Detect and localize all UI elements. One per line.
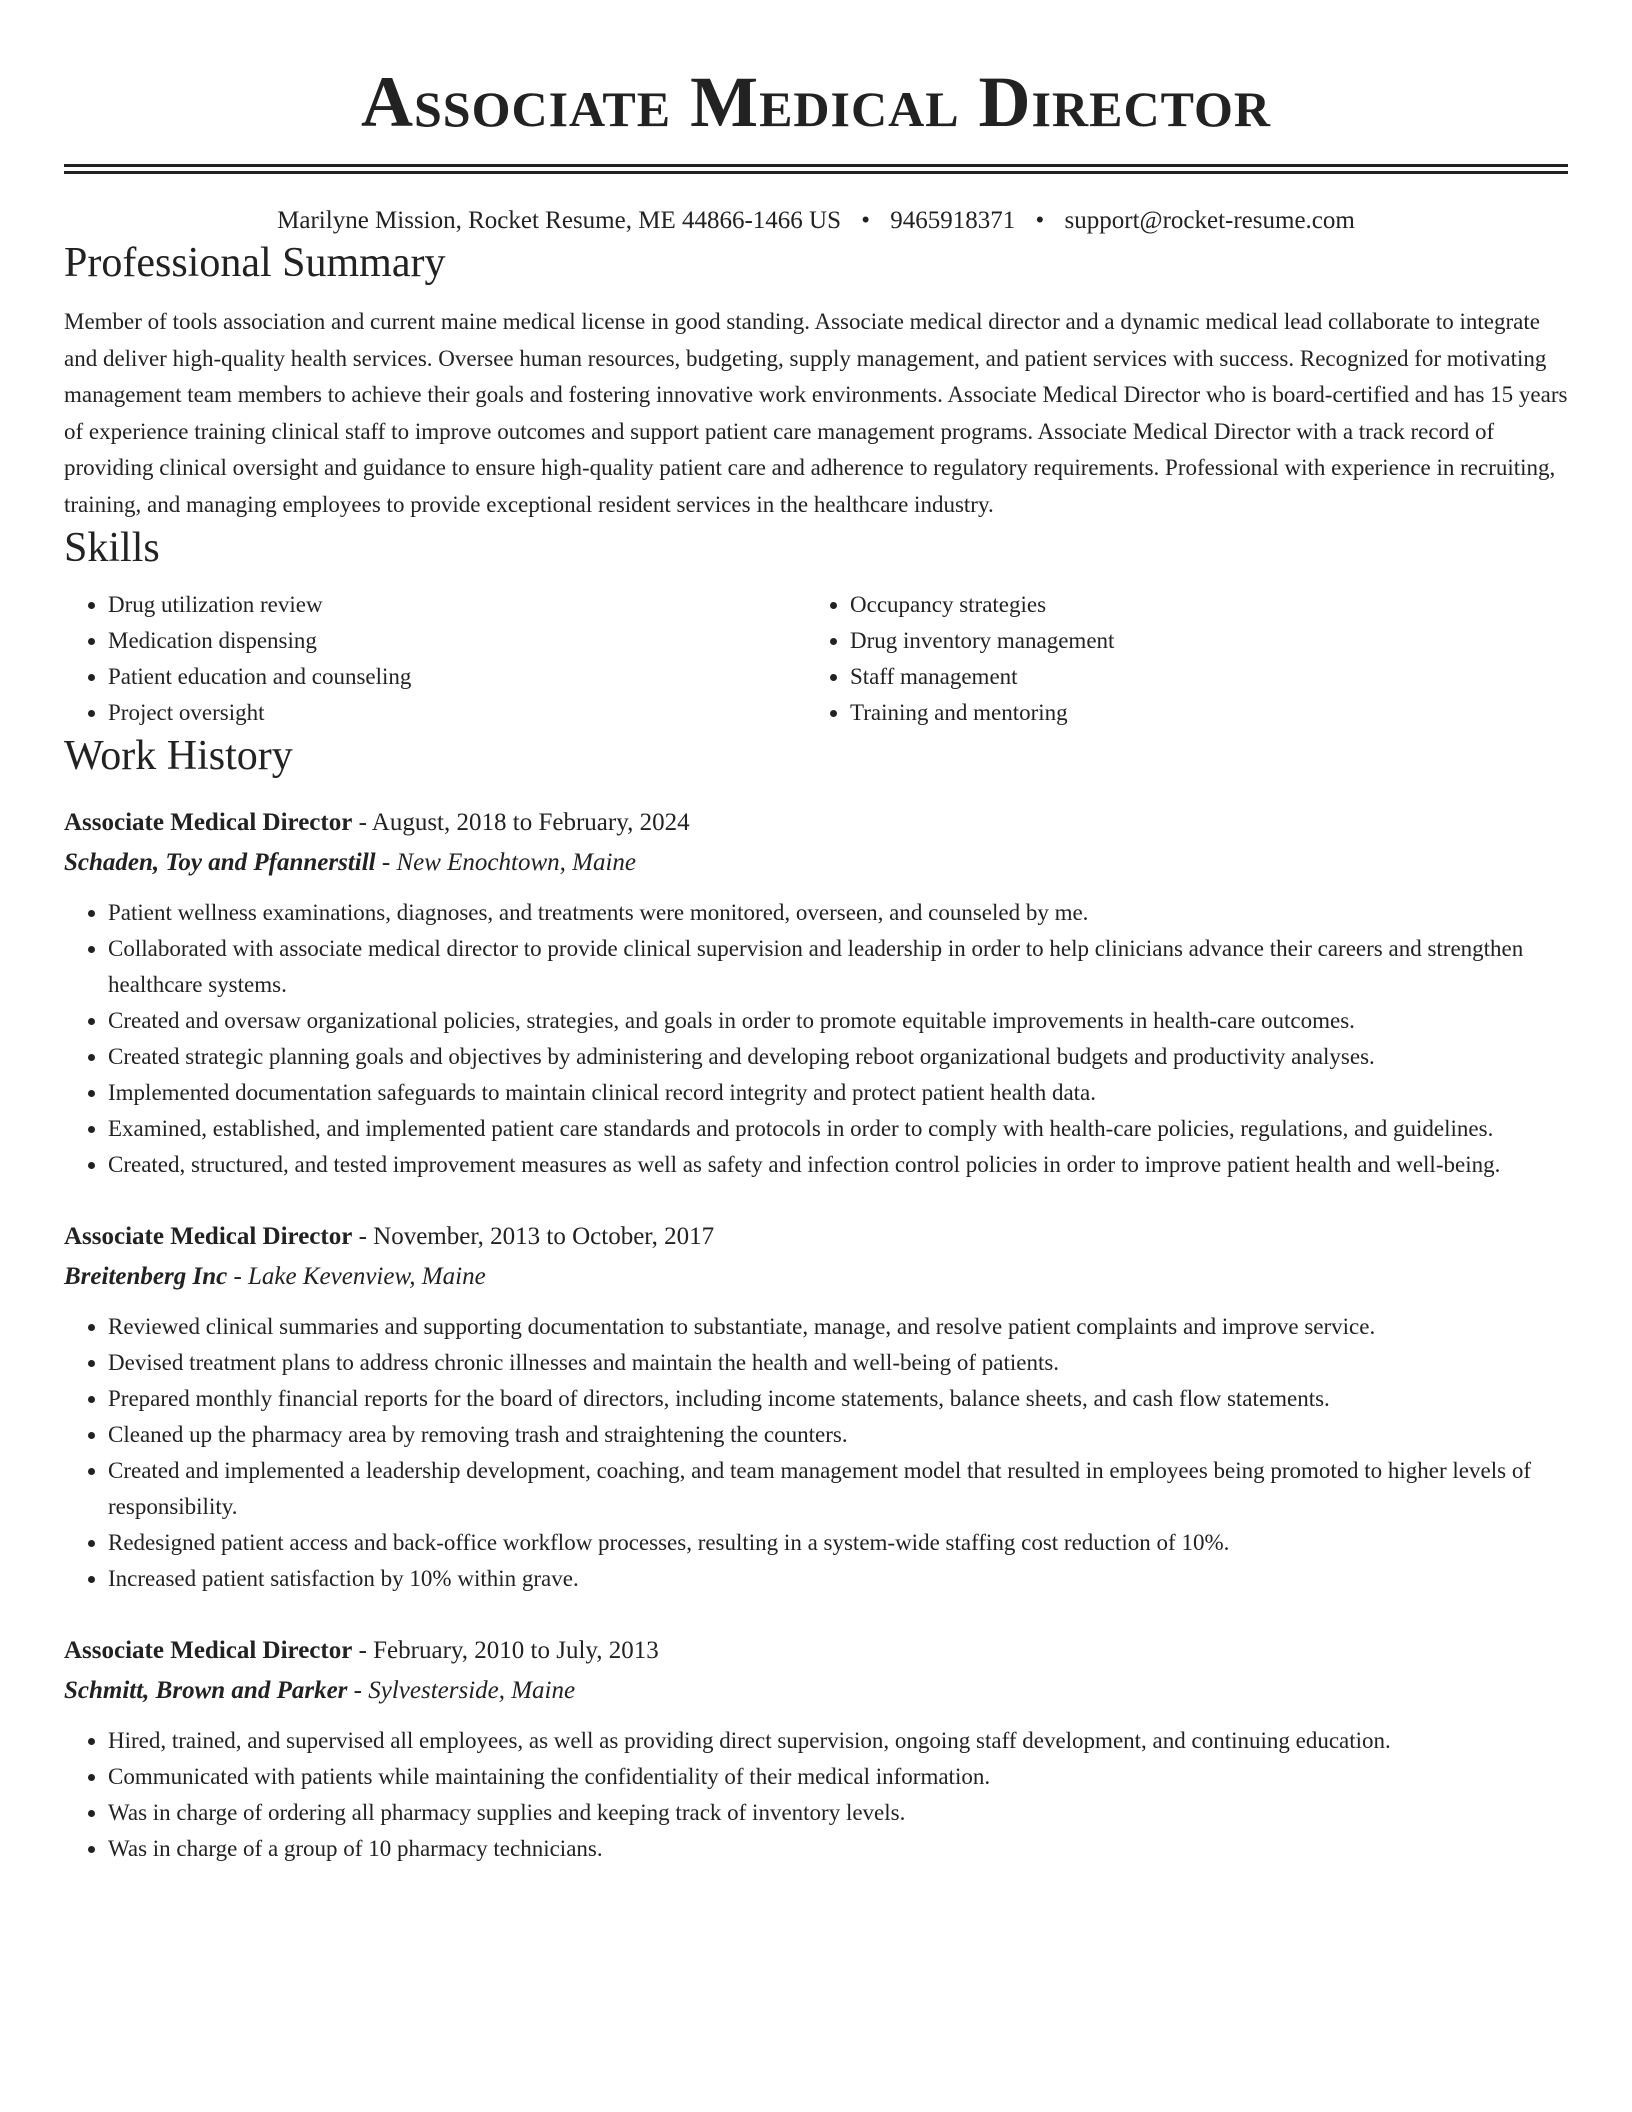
job-bullet: • Implemented documentation safeguards to maintain clinical record integrity and protect patient health data. [108,1075,1568,1111]
skill-item: • Staff management [850,659,1548,695]
contact-separator: • [861,207,871,234]
job-bullet: • Created, structured, and tested improvement measures as well as safety and infection control policies in order to improve patient health and well-being. [108,1147,1568,1183]
skill-item: • Drug utilization review [108,587,806,623]
contact-address: Marilyne Mission, Rocket Resume, ME 44866-1466 US [277,207,842,234]
job-bullets [64,1723,1568,1867]
job-bullets [64,895,1568,1183]
job-company: Breitenberg Inc [64,1263,228,1290]
skill-item: • Patient education and counseling [108,659,806,695]
job-company-line [64,1257,1568,1297]
job-bullet: • Created and implemented a leadership development, coaching, and team management model that resulted in employees being promoted to higher levels of responsibility. [108,1453,1568,1525]
contact-line [64,204,1568,238]
job-title: Associate Medical Director [64,809,353,836]
job-entry [64,803,1568,1183]
job-bullet: • Was in charge of ordering all pharmacy supplies and keeping track of inventory levels. [108,1795,1568,1831]
job-bullet: • Was in charge of a group of 10 pharmacy technicians. [108,1831,1568,1867]
job-bullet: • Examined, established, and implemented patient care standards and protocols in order to comply with health-care policies, regulations, and guidelines. [108,1111,1568,1147]
summary-heading: Professional Summary [64,240,446,286]
job-title: Associate Medical Director [64,1223,353,1250]
job-header [64,803,1568,843]
job-bullet: • Reviewed clinical summaries and supporting documentation to substantiate, manage, and resolve patient complaints and improve service. [108,1309,1568,1345]
job-bullet: • Created and oversaw organizational policies, strategies, and goals in order to promote equitable improvements in health-care outcomes. [108,1003,1568,1039]
skill-item: • Occupancy strategies [850,587,1548,623]
job-bullet: • Increased patient satisfaction by 10% within grave. [108,1561,1568,1597]
skill-item: • Drug inventory management [850,623,1548,659]
skill-item: • Medication dispensing [108,623,806,659]
skill-item: • Training and mentoring [850,695,1548,731]
job-bullet: • Created strategic planning goals and objectives by administering and developing reboot organizational budgets and productivity analyses. [108,1039,1568,1075]
job-entry [64,1631,1568,1867]
job-company-line [64,1671,1568,1711]
job-bullets [64,1309,1568,1597]
job-entry [64,1217,1568,1597]
contact-separator: • [1035,207,1045,234]
header-double-rule [64,164,1568,174]
job-bullet: • Communicated with patients while maintaining the confidentiality of their medical information. [108,1759,1568,1795]
skills-column-right [806,587,1548,731]
work-history-heading: Work History [64,733,293,779]
job-company: Schmitt, Brown and Parker [64,1677,348,1704]
job-header [64,1631,1568,1671]
skills-heading: Skills [64,525,160,571]
job-bullet: • Collaborated with associate medical director to provide clinical supervision and leadership in order to help clinicians advance their careers and strengthen healthcare systems. [108,931,1568,1003]
job-location: - Sylvesterside, Maine [347,1677,576,1704]
job-dates: - November, 2013 to October, 2017 [352,1223,715,1250]
job-bullet: • Hired, trained, and supervised all employees, as well as providing direct supervision, ongoing staff development, and continuing education. [108,1723,1568,1759]
resume-name: Associate Medical Director [360,62,1272,142]
job-dates: - February, 2010 to July, 2013 [352,1637,659,1664]
skill-item: • Project oversight [108,695,806,731]
job-company-line [64,843,1568,883]
skills-column-left [64,587,806,731]
job-title: Associate Medical Director [64,1637,353,1664]
contact-phone: 9465918371 [890,207,1016,234]
job-bullet: • Redesigned patient access and back-office workflow processes, resulting in a system-wide staffing cost reduction of 10%. [108,1525,1568,1561]
job-bullet: • Cleaned up the pharmacy area by removing trash and straightening the counters. [108,1417,1568,1453]
summary-text: Member of tools association and current maine medical license in good standing. Associate medical director and a dynamic medical lead collaborate to integrate and deliver high-quality health services. Oversee human resources, budgeting, supply management, and patient services with success. Recognized for motivating management team members to achieve their goals and fostering innovative work environments. Associate Medical Director who is board-certified and has 15 years of experience training clinical staff to improve outcomes and support patient care management programs. Associate Medical Director with a track record of providing clinical oversight and guidance to ensure high-quality patient care and adherence to regulatory requirements. Professional with experience in recruiting, training, and managing employees to provide exceptional resident services in the healthcare industry. [64,309,1568,517]
job-location: - New Enochtown, Maine [375,849,637,876]
job-header [64,1217,1568,1257]
job-bullet: • Patient wellness examinations, diagnoses, and treatments were monitored, overseen, and counseled by me. [108,895,1568,931]
job-company: Schaden, Toy and Pfannerstill [64,849,376,876]
skills-list [64,587,1568,731]
job-location: - Lake Kevenview, Maine [227,1263,486,1290]
job-bullet: • Devised treatment plans to address chronic illnesses and maintain the health and well-being of patients. [108,1345,1568,1381]
contact-email: support@rocket-resume.com [1064,207,1355,234]
job-dates: - August, 2018 to February, 2024 [352,809,690,836]
job-bullet: • Prepared monthly financial reports for the board of directors, including income statements, balance sheets, and cash flow statements. [108,1381,1568,1417]
